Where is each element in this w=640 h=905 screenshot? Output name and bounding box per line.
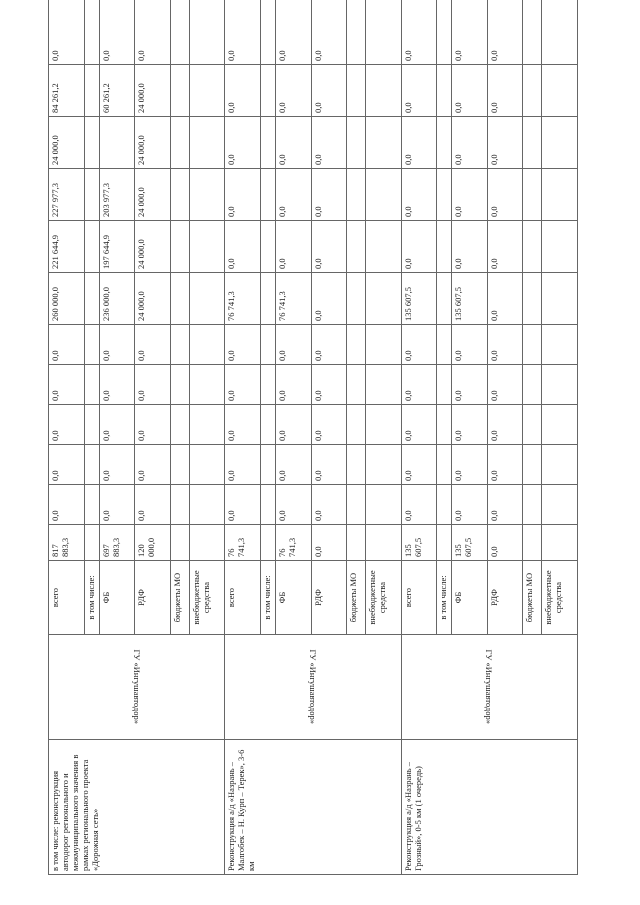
value-cell (84, 365, 99, 405)
value-cell (437, 445, 452, 485)
value-cell (523, 445, 542, 485)
value-cell (523, 525, 542, 561)
value-cell: 84 261,2 (49, 65, 85, 117)
value-cell: 0,0 (401, 445, 437, 485)
value-cell: 0,0 (311, 525, 347, 561)
value-cell: 24 000,0 (135, 273, 171, 325)
value-cell: 0,0 (135, 485, 171, 525)
value-cell: 0,0 (311, 445, 347, 485)
funding-source-label: всего (49, 561, 85, 635)
value-cell (170, 221, 189, 273)
value-cell: 0,0 (452, 169, 488, 221)
funding-source-label: ФБ (276, 561, 312, 635)
value-cell (542, 325, 578, 365)
value-cell (366, 273, 402, 325)
value-cell (189, 325, 225, 365)
value-cell (260, 169, 275, 221)
organization-label: ГУ «Ингушавтодор» (484, 649, 495, 725)
value-cell (189, 221, 225, 273)
value-cell (84, 525, 99, 561)
value-cell: 0,0 (487, 117, 523, 169)
value-cell (84, 117, 99, 169)
value-cell: 0,0 (311, 0, 347, 65)
value-cell (366, 445, 402, 485)
value-cell (437, 169, 452, 221)
value-cell: 0,0 (401, 0, 437, 65)
value-cell (347, 485, 366, 525)
value-cell: 60 261,2 (99, 65, 135, 117)
value-cell: 0,0 (225, 221, 261, 273)
value-cell (542, 221, 578, 273)
value-cell: 0,0 (311, 365, 347, 405)
value-cell: 227 977,3 (49, 169, 85, 221)
value-cell: 0,0 (311, 169, 347, 221)
value-cell (260, 273, 275, 325)
value-cell: 0,0 (487, 273, 523, 325)
value-cell: 0,0 (487, 445, 523, 485)
value-cell (189, 525, 225, 561)
value-cell: 0,0 (401, 365, 437, 405)
value-cell: 197 644,9 (99, 221, 135, 273)
value-cell (260, 0, 275, 65)
value-cell (523, 117, 542, 169)
value-cell: 0,0 (401, 405, 437, 445)
value-cell: 0,0 (452, 405, 488, 445)
value-cell (347, 65, 366, 117)
value-cell (366, 117, 402, 169)
value-cell: 0,0 (49, 0, 85, 65)
value-cell: 0,0 (49, 325, 85, 365)
value-cell (523, 169, 542, 221)
value-cell: 0,0 (99, 485, 135, 525)
value-cell (523, 65, 542, 117)
value-cell (366, 0, 402, 65)
funding-source-label: в том числе: (437, 561, 452, 635)
value-cell (347, 525, 366, 561)
value-cell (523, 0, 542, 65)
funding-source-label: РДФ (311, 561, 347, 635)
funding-source-label: внебюджетные средства (189, 561, 225, 635)
value-cell (170, 405, 189, 445)
value-cell (170, 525, 189, 561)
value-cell: 0,0 (487, 485, 523, 525)
value-cell: 0,0 (452, 65, 488, 117)
value-cell (347, 0, 366, 65)
value-cell: 0,0 (401, 325, 437, 365)
value-cell: 0,0 (401, 221, 437, 273)
value-cell (189, 365, 225, 405)
value-cell (542, 485, 578, 525)
value-cell: 76 741,3 (225, 525, 261, 561)
table-row (49, 0, 85, 875)
value-cell: 0,0 (401, 485, 437, 525)
organization-cell (401, 635, 577, 740)
value-cell (366, 221, 402, 273)
value-cell: 0,0 (276, 65, 312, 117)
value-cell (189, 445, 225, 485)
value-cell (347, 365, 366, 405)
value-cell (437, 117, 452, 169)
value-cell: 0,0 (49, 405, 85, 445)
value-cell (260, 325, 275, 365)
value-cell: 236 000,0 (99, 273, 135, 325)
value-cell: 0,0 (487, 325, 523, 365)
value-cell (170, 117, 189, 169)
value-cell (542, 525, 578, 561)
value-cell (84, 325, 99, 365)
value-cell: 817 883,3 (49, 525, 85, 561)
value-cell (542, 65, 578, 117)
value-cell (260, 221, 275, 273)
value-cell (347, 273, 366, 325)
value-cell: 0,0 (99, 325, 135, 365)
value-cell (170, 273, 189, 325)
value-cell: 0,0 (487, 525, 523, 561)
value-cell: 0,0 (487, 169, 523, 221)
value-cell: 0,0 (452, 325, 488, 365)
value-cell (523, 221, 542, 273)
value-cell: 260 000,0 (49, 273, 85, 325)
value-cell (366, 65, 402, 117)
funding-source-label: в том числе: (84, 561, 99, 635)
value-cell: 0,0 (225, 365, 261, 405)
value-cell: 0,0 (225, 169, 261, 221)
value-cell (84, 169, 99, 221)
value-cell (260, 485, 275, 525)
funding-source-label: бюджеты МО (170, 561, 189, 635)
value-cell: 697 883,3 (99, 525, 135, 561)
value-cell: 135 607,5 (401, 525, 437, 561)
value-cell (366, 405, 402, 445)
value-cell: 24 000,0 (49, 117, 85, 169)
value-cell: 0,0 (311, 325, 347, 365)
value-cell: 0,0 (487, 221, 523, 273)
value-cell (260, 365, 275, 405)
value-cell: 0,0 (276, 485, 312, 525)
value-cell (542, 273, 578, 325)
value-cell: 76 741,3 (276, 525, 312, 561)
value-cell: 0,0 (135, 405, 171, 445)
value-cell: 24 000,0 (135, 169, 171, 221)
value-cell: 24 000,0 (135, 117, 171, 169)
value-cell: 0,0 (401, 65, 437, 117)
value-cell: 0,0 (311, 273, 347, 325)
value-cell (437, 525, 452, 561)
funding-source-label: РДФ (135, 561, 171, 635)
value-cell: 0,0 (135, 445, 171, 485)
value-cell: 0,0 (487, 405, 523, 445)
value-cell: 0,0 (276, 325, 312, 365)
value-cell: 0,0 (401, 117, 437, 169)
value-cell: 0,0 (487, 0, 523, 65)
value-cell: 0,0 (135, 325, 171, 365)
value-cell (84, 0, 99, 65)
value-cell: 135 607,5 (452, 525, 488, 561)
value-cell (260, 65, 275, 117)
value-cell: 76 741,3 (276, 273, 312, 325)
value-cell: 221 644,9 (49, 221, 85, 273)
value-cell (366, 485, 402, 525)
value-cell: 0,0 (276, 405, 312, 445)
value-cell (542, 117, 578, 169)
value-cell: 0,0 (276, 221, 312, 273)
value-cell (84, 221, 99, 273)
value-cell (366, 325, 402, 365)
value-cell: 0,0 (452, 485, 488, 525)
value-cell: 0,0 (49, 365, 85, 405)
project-name-cell: в том числе: реконструкция автодорог регионального и межмуниципального значения в рамках регионального проекта «Дорожная сеть» (49, 740, 225, 875)
value-cell: 76 741,3 (225, 273, 261, 325)
value-cell (170, 445, 189, 485)
organization-label: ГУ «Ингушавтодор» (307, 649, 318, 725)
value-cell: 0,0 (276, 117, 312, 169)
value-cell: 0,0 (311, 117, 347, 169)
value-cell: 24 000,0 (135, 65, 171, 117)
value-cell: 203 977,3 (99, 169, 135, 221)
value-cell (542, 365, 578, 405)
value-cell (437, 405, 452, 445)
value-cell (84, 65, 99, 117)
value-cell: 0,0 (99, 365, 135, 405)
value-cell (437, 65, 452, 117)
value-cell (523, 485, 542, 525)
value-cell (366, 169, 402, 221)
value-cell (523, 365, 542, 405)
value-cell (437, 485, 452, 525)
value-cell (347, 445, 366, 485)
value-cell: 0,0 (311, 65, 347, 117)
value-cell: 0,0 (276, 445, 312, 485)
value-cell: 135 607,5 (401, 273, 437, 325)
value-cell (260, 445, 275, 485)
value-cell (437, 0, 452, 65)
value-cell (523, 273, 542, 325)
value-cell: 0,0 (487, 365, 523, 405)
value-cell (189, 65, 225, 117)
table-row (225, 0, 261, 875)
value-cell (170, 485, 189, 525)
value-cell (437, 273, 452, 325)
value-cell: 0,0 (276, 0, 312, 65)
value-cell (189, 485, 225, 525)
value-cell (260, 405, 275, 445)
value-cell: 0,0 (276, 169, 312, 221)
value-cell: 0,0 (225, 445, 261, 485)
value-cell (366, 365, 402, 405)
organization-label: ГУ «Ингушавтодор» (131, 649, 142, 725)
value-cell: 24 000,0 (135, 221, 171, 273)
funding-source-label: ФБ (99, 561, 135, 635)
funding-source-label: бюджеты МО (347, 561, 366, 635)
value-cell: 0,0 (452, 365, 488, 405)
value-cell (347, 117, 366, 169)
value-cell (523, 405, 542, 445)
value-cell (170, 365, 189, 405)
value-cell (437, 221, 452, 273)
organization-cell (225, 635, 401, 740)
value-cell: 0,0 (99, 405, 135, 445)
value-cell (84, 445, 99, 485)
value-cell (170, 0, 189, 65)
value-cell: 0,0 (452, 445, 488, 485)
value-cell: 0,0 (225, 0, 261, 65)
value-cell: 0,0 (452, 221, 488, 273)
value-cell (260, 117, 275, 169)
value-cell (84, 273, 99, 325)
value-cell (170, 169, 189, 221)
value-cell (437, 365, 452, 405)
value-cell (189, 169, 225, 221)
value-cell (366, 525, 402, 561)
value-cell (347, 325, 366, 365)
value-cell (99, 117, 135, 169)
value-cell (260, 525, 275, 561)
value-cell (347, 221, 366, 273)
funding-source-label: РДФ (487, 561, 523, 635)
organization-cell (49, 635, 225, 740)
value-cell (542, 445, 578, 485)
value-cell: 0,0 (49, 445, 85, 485)
value-cell: 0,0 (99, 445, 135, 485)
value-cell (170, 325, 189, 365)
value-cell: 0,0 (311, 485, 347, 525)
funding-source-label: внебюджетные средства (366, 561, 402, 635)
value-cell: 0,0 (225, 405, 261, 445)
value-cell: 0,0 (311, 405, 347, 445)
value-cell (84, 485, 99, 525)
value-cell: 0,0 (225, 325, 261, 365)
value-cell: 0,0 (99, 0, 135, 65)
project-name-cell: Реконструкция а/д «Назрань – Грозный», 0-5 км (1 очередь) (401, 740, 577, 875)
value-cell: 120 000,0 (135, 525, 171, 561)
value-cell (347, 169, 366, 221)
value-cell (189, 117, 225, 169)
value-cell (347, 405, 366, 445)
value-cell (189, 405, 225, 445)
value-cell (189, 0, 225, 65)
value-cell: 0,0 (311, 221, 347, 273)
value-cell: 0,0 (225, 485, 261, 525)
value-cell: 0,0 (487, 65, 523, 117)
funding-source-label: ФБ (452, 561, 488, 635)
value-cell (189, 273, 225, 325)
value-cell (437, 325, 452, 365)
table-row (401, 0, 437, 875)
value-cell (542, 405, 578, 445)
rotated-page (48, 39, 578, 875)
value-cell (542, 0, 578, 65)
value-cell (523, 325, 542, 365)
value-cell: 0,0 (49, 485, 85, 525)
value-cell: 0,0 (452, 117, 488, 169)
value-cell (84, 405, 99, 445)
funding-source-label: бюджеты МО (523, 561, 542, 635)
value-cell: 0,0 (225, 117, 261, 169)
project-name-cell: Реконструкция а/д «Назрань – Малгобек – Н. Курп – Терек», 3-6 км (225, 740, 401, 875)
funding-source-label: внебюджетные средства (542, 561, 578, 635)
value-cell: 0,0 (452, 0, 488, 65)
value-cell: 0,0 (225, 65, 261, 117)
value-cell: 0,0 (276, 365, 312, 405)
value-cell: 135 607,5 (452, 273, 488, 325)
funding-source-label: всего (225, 561, 261, 635)
value-cell: 0,0 (135, 0, 171, 65)
value-cell (170, 65, 189, 117)
value-cell: 0,0 (401, 169, 437, 221)
funding-table (48, 0, 578, 875)
value-cell: 0,0 (135, 365, 171, 405)
funding-source-label: всего (401, 561, 437, 635)
value-cell (542, 169, 578, 221)
funding-source-label: в том числе: (260, 561, 275, 635)
